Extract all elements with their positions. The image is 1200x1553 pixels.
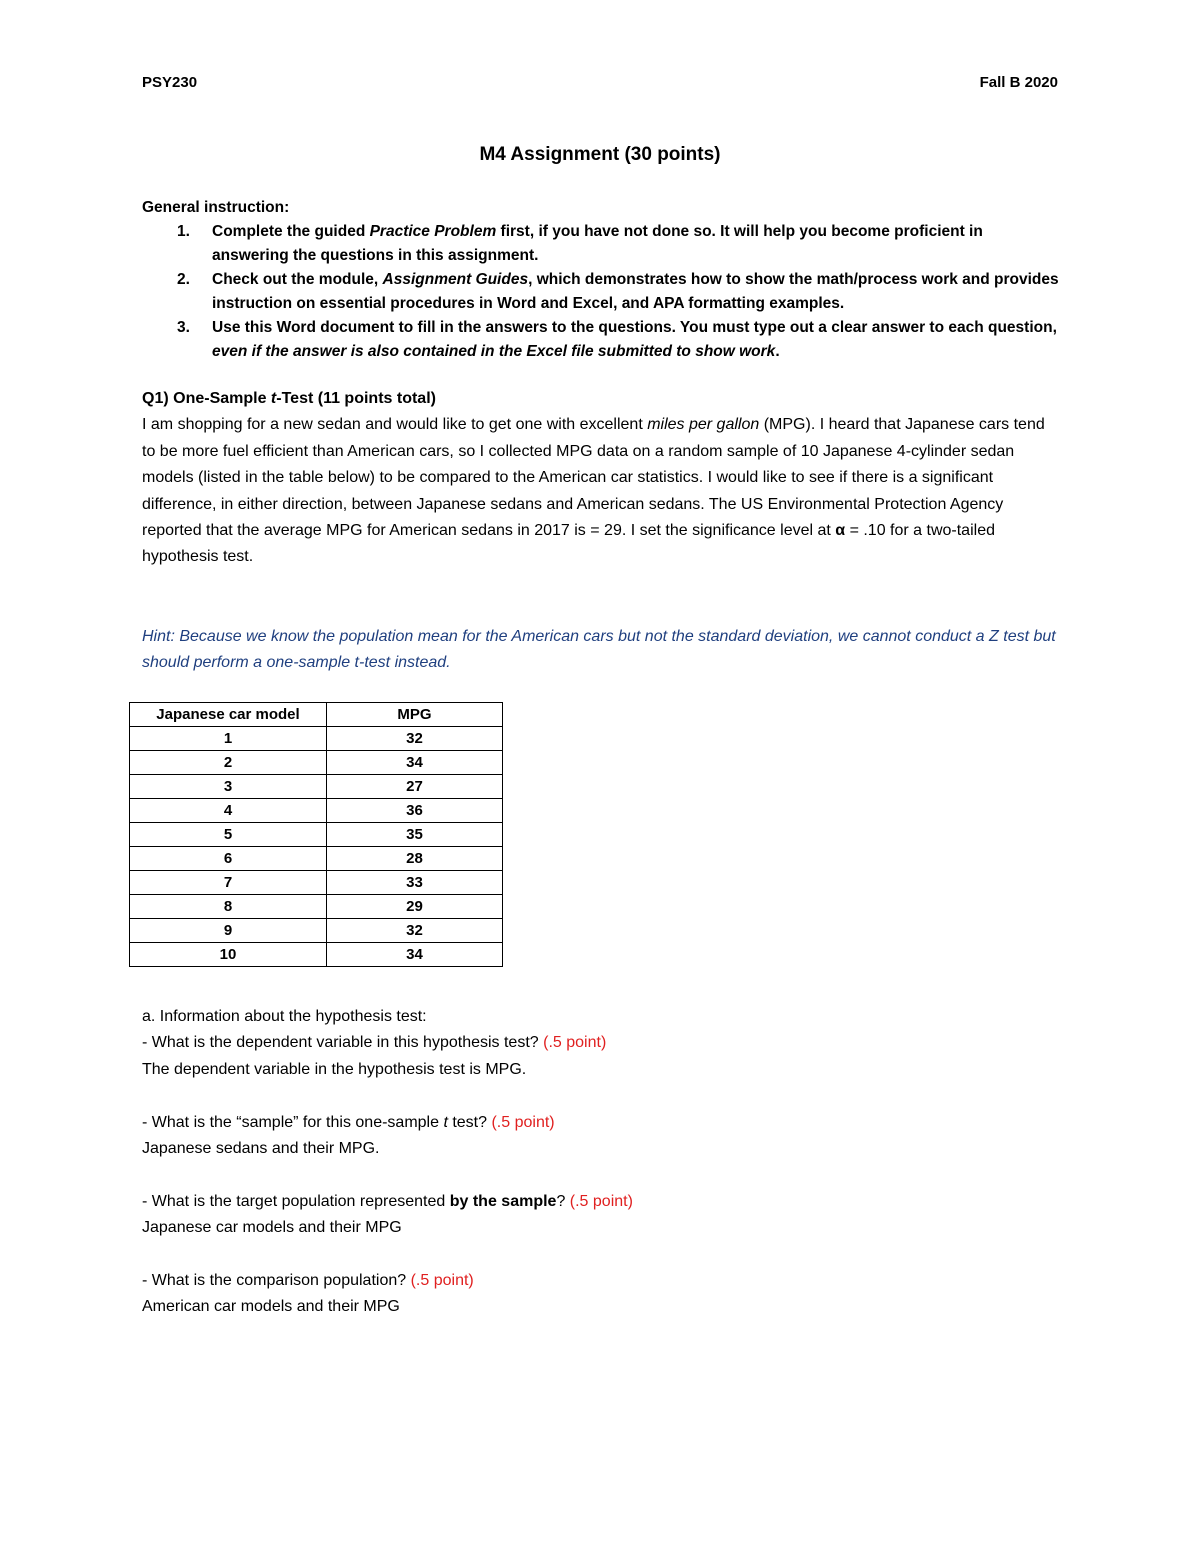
table-row: [130, 799, 503, 823]
item-text: , which demonstrates how to show the math/process work and provides instruction on essential procedures in Word and Excel, and APA formatting examples.: [212, 271, 1059, 312]
question-a4: [142, 1268, 1062, 1294]
part-a-heading: a. Information about the hypothesis test:: [142, 1008, 427, 1025]
table-cell: 3: [130, 775, 327, 799]
table-cell: 4: [130, 799, 327, 823]
answer-a2: Japanese sedans and their MPG.: [142, 1140, 380, 1157]
item-text: first, if you have not done so. It will help you become proficient in answering the questions in this assignment.: [212, 223, 983, 264]
question-t: t: [443, 1114, 448, 1131]
column-header: MPG: [327, 703, 503, 727]
question-text: test?: [447, 1114, 492, 1131]
title-t: t: [270, 390, 277, 407]
item-text: .: [775, 343, 780, 360]
question-a1: [142, 1030, 1062, 1056]
question-text: - What is the “sample” for this one-sample: [142, 1114, 444, 1131]
question-text: - What is the target population represented: [142, 1193, 450, 1210]
item-emphasis: even if the answer is also contained in the Excel file submitted to show work: [212, 343, 776, 360]
table-cell: 34: [327, 751, 503, 775]
table-cell: 29: [327, 895, 503, 919]
table-cell: 33: [327, 871, 503, 895]
table-cell: 36: [327, 799, 503, 823]
points-label: (.5 point): [543, 1034, 607, 1051]
item-text: Use this Word document to fill in the answers to the questions. You must type out a clear answer to each question,: [212, 319, 1057, 336]
question-text: ?: [556, 1193, 570, 1210]
item-text: Check out the module,: [212, 271, 383, 288]
item-number: 3.: [177, 319, 190, 336]
instruction-item: [142, 316, 1062, 364]
alpha-symbol: α: [835, 522, 846, 540]
general-instructions: [142, 196, 1062, 364]
table-cell: 7: [130, 871, 327, 895]
table-cell: 5: [130, 823, 327, 847]
instruction-item: [142, 220, 1062, 268]
page-title: M4 Assignment (30 points): [479, 144, 721, 165]
table-row: [130, 823, 503, 847]
item-text: Complete the guided: [212, 223, 370, 240]
points-label: (.5 point): [410, 1272, 474, 1289]
table-row: [130, 919, 503, 943]
table-row: [130, 847, 503, 871]
item-emphasis: Assignment Guides: [382, 271, 529, 288]
header-course: PSY230: [142, 74, 198, 91]
question-text: - What is the comparison population?: [142, 1272, 411, 1289]
body-text: = .10 for a two-tailed hypothesis test.: [142, 522, 995, 566]
question-1-title: [142, 386, 1062, 412]
table-header-row: [130, 703, 503, 727]
item-number: 1.: [177, 223, 190, 240]
answer-a3: Japanese car models and their MPG: [142, 1219, 402, 1236]
body-emphasis: miles per gallon: [647, 416, 760, 434]
table-cell: 34: [327, 943, 503, 967]
question-1: [142, 386, 1062, 571]
item-emphasis: Practice Problem: [369, 223, 497, 240]
column-header: Japanese car model: [130, 703, 327, 727]
mpg-table: [129, 702, 503, 967]
question-a3: [142, 1189, 1062, 1215]
table-cell: 28: [327, 847, 503, 871]
table-cell: 9: [130, 919, 327, 943]
hint-text: Hint: Because we know the population mean for the American cars but not the standard deviation, we cannot conduct a Z test but should perform a one-sample t-test instead.: [142, 628, 1056, 672]
points-label: (.5 point): [569, 1193, 633, 1210]
question-bold: by the sample: [449, 1193, 557, 1210]
table-cell: 32: [327, 919, 503, 943]
points-label: (.5 point): [491, 1114, 555, 1131]
title-text: -Test (11 points total): [276, 390, 436, 407]
header-term: Fall B 2020: [979, 74, 1058, 91]
table-cell: 35: [327, 823, 503, 847]
item-number: 2.: [177, 271, 190, 288]
title-text: Q1) One-Sample: [142, 390, 271, 407]
body-text: (MPG). I heard that Japanese cars tend to be more fuel efficient than American cars, so I collected MPG data on a random sample of 10 Japanese 4-cylinder sedan models (listed in the table below) to be compared to the American car statistics. I would like to see if there is a significant difference, in either direction, between Japanese sedans and American sedans. The US Environmental Protection Agency reported that the average MPG for American sedans in 2017 is = 29. I set the significance level at: [142, 416, 1045, 540]
table-cell: 1: [130, 727, 327, 751]
question-1-body: [142, 412, 1062, 570]
table-row: [130, 943, 503, 967]
table-row: [130, 775, 503, 799]
table-cell: 32: [327, 727, 503, 751]
table-row: [130, 895, 503, 919]
answer-a4: American car models and their MPG: [142, 1298, 400, 1315]
question-a2: [142, 1110, 1062, 1136]
question-text: - What is the dependent variable in this hypothesis test?: [142, 1034, 544, 1051]
table-row: [130, 727, 503, 751]
body-text: I am shopping for a new sedan and would like to get one with excellent: [142, 416, 648, 434]
instruction-item: [142, 268, 1062, 316]
table-cell: 2: [130, 751, 327, 775]
answer-a1: The dependent variable in the hypothesis test is MPG.: [142, 1061, 527, 1078]
instruction-list: [142, 220, 1062, 364]
table-cell: 8: [130, 895, 327, 919]
table-cell: 10: [130, 943, 327, 967]
table-row: [130, 751, 503, 775]
general-heading: General instruction:: [142, 199, 290, 216]
table-cell: 6: [130, 847, 327, 871]
table-row: [130, 871, 503, 895]
table-cell: 27: [327, 775, 503, 799]
